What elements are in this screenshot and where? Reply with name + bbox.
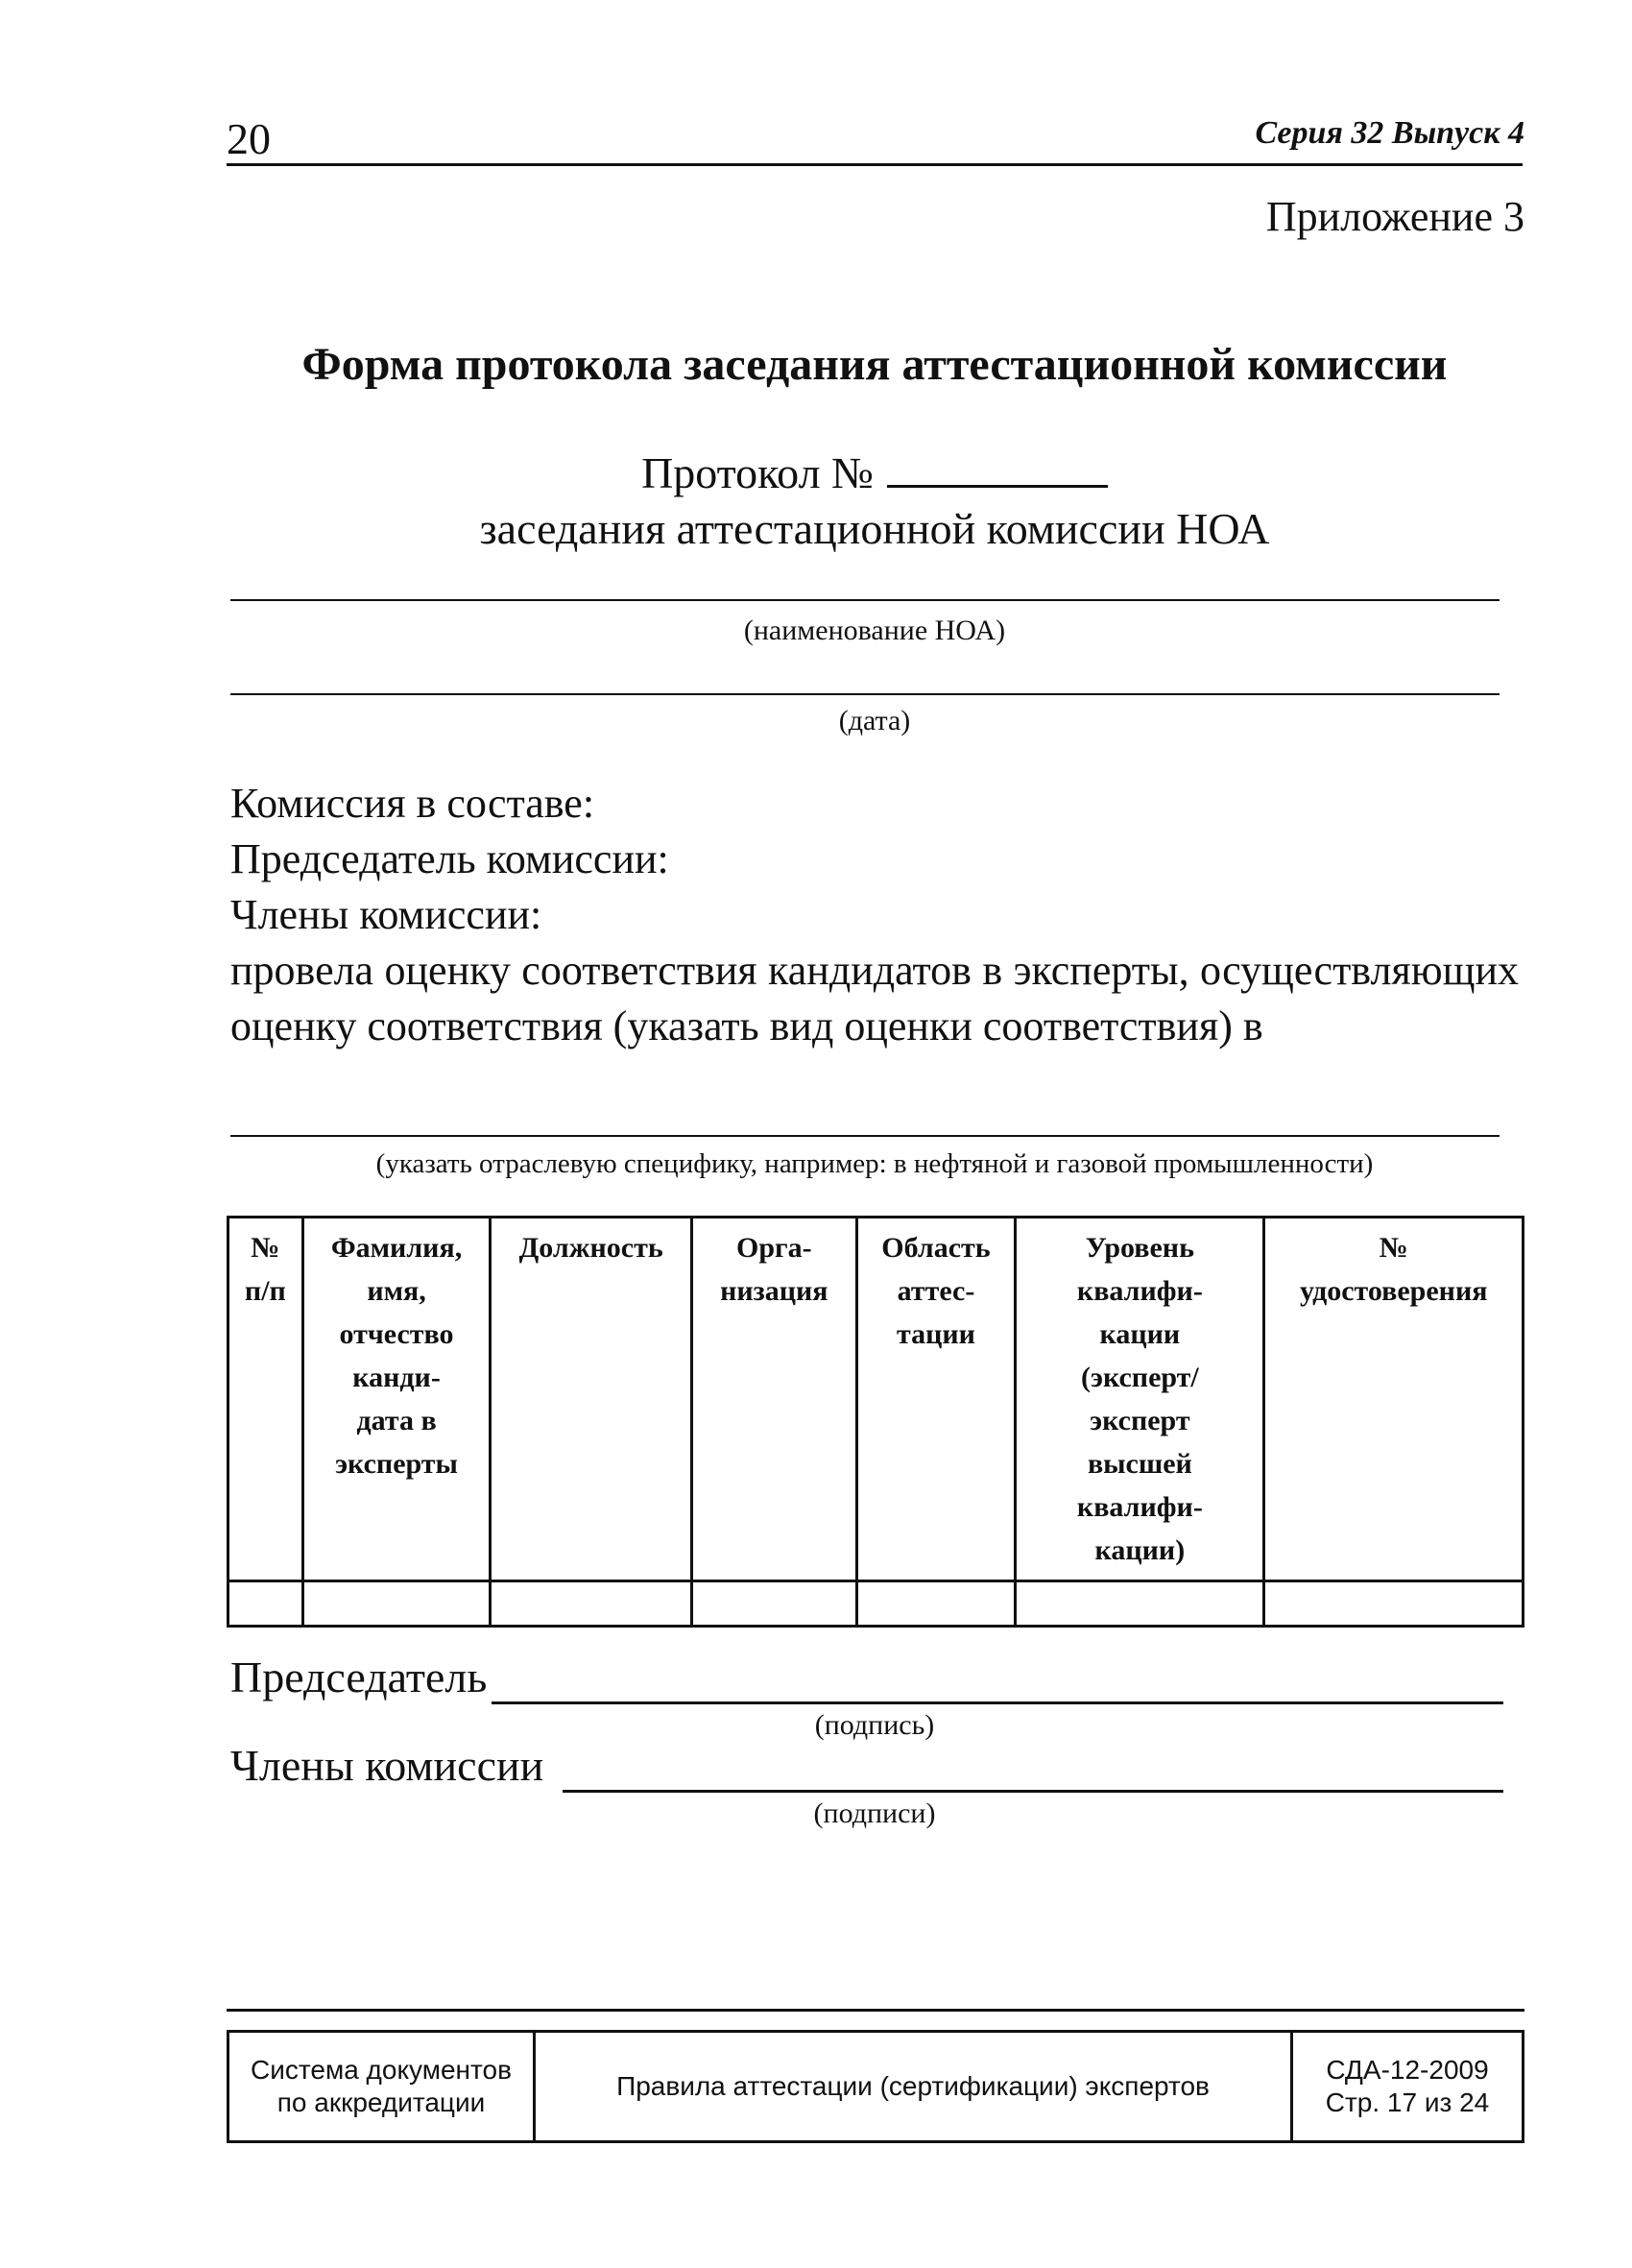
industry-caption: (указать отраслевую специфику, например: в нефтяной и газовой промышленности) <box>375 1148 1374 1179</box>
col-certification-area-header: Область аттес- тации <box>856 1218 1016 1581</box>
noa-name-line <box>230 599 1500 601</box>
table-row <box>228 1581 1524 1627</box>
chairman-signature-caption: (подпись) <box>814 1709 935 1741</box>
col-number-header: № п/п <box>228 1218 303 1581</box>
empty-cell <box>691 1581 856 1627</box>
footer-table <box>227 2030 1524 2143</box>
appendix-label: Приложение 3 <box>1265 193 1524 240</box>
date-caption: (дата) <box>838 705 911 736</box>
empty-cell <box>1016 1581 1264 1627</box>
col-organization-header: Орга- низация <box>691 1218 856 1581</box>
empty-cell <box>491 1581 692 1627</box>
footer-rule <box>227 2009 1524 2012</box>
table-header-row <box>228 1218 1524 1581</box>
protocol-label: Протокол № <box>641 448 874 497</box>
empty-cell <box>1264 1581 1524 1627</box>
header-rule <box>227 163 1523 166</box>
commission-paragraph: провела оценку соответствия кандидатов в эксперты, осуществляющих оценку соответствия (указать вид оценки соответствия) в <box>230 947 1519 1050</box>
chairman-signature-label: Председатель <box>230 1653 488 1701</box>
col-certificate-number-header: № удостоверения <box>1264 1218 1524 1581</box>
col-qualification-header: Уровень квалифи- кации (эксперт/ эксперт высшей квалифи- кации) <box>1016 1218 1264 1581</box>
page-number: 20 <box>227 114 271 163</box>
empty-cell <box>302 1581 491 1627</box>
series-label: Серия 32 Выпуск 4 <box>1255 115 1524 151</box>
industry-line <box>230 1135 1500 1137</box>
protocol-subtitle: заседания аттестационной комиссии НОА <box>479 504 1270 553</box>
commission-chairman: Председатель комиссии: <box>230 835 669 882</box>
empty-cell <box>856 1581 1016 1627</box>
protocol-number-blank <box>887 452 1108 488</box>
commission-members: Члены комиссии: <box>230 891 542 938</box>
members-signature-line <box>563 1790 1503 1793</box>
protocol-heading <box>227 447 1523 498</box>
chairman-signature-line <box>492 1701 1503 1704</box>
members-signature-label: Члены комиссии <box>230 1741 544 1790</box>
candidates-table <box>227 1216 1524 1628</box>
footer-title-cell: Правила аттестации (сертификации) экспертов <box>535 2032 1292 2142</box>
empty-cell <box>228 1581 303 1627</box>
form-title: Форма протокола заседания аттестационной комиссии <box>301 339 1448 390</box>
commission-composition: Комиссия в составе: <box>230 780 595 827</box>
members-signature-caption: (подписи) <box>813 1798 936 1829</box>
footer-system-cell: Система документов по аккредитации <box>228 2032 535 2142</box>
col-full-name-header: Фамилия, имя, отчество канди- дата в эксперты <box>302 1218 491 1581</box>
col-position-header: Должность <box>491 1218 692 1581</box>
footer-document-cell: СДА-12-2009 Стр. 17 из 24 <box>1292 2032 1524 2142</box>
date-line <box>230 693 1500 695</box>
noa-name-caption: (наименование НОА) <box>743 615 1006 646</box>
